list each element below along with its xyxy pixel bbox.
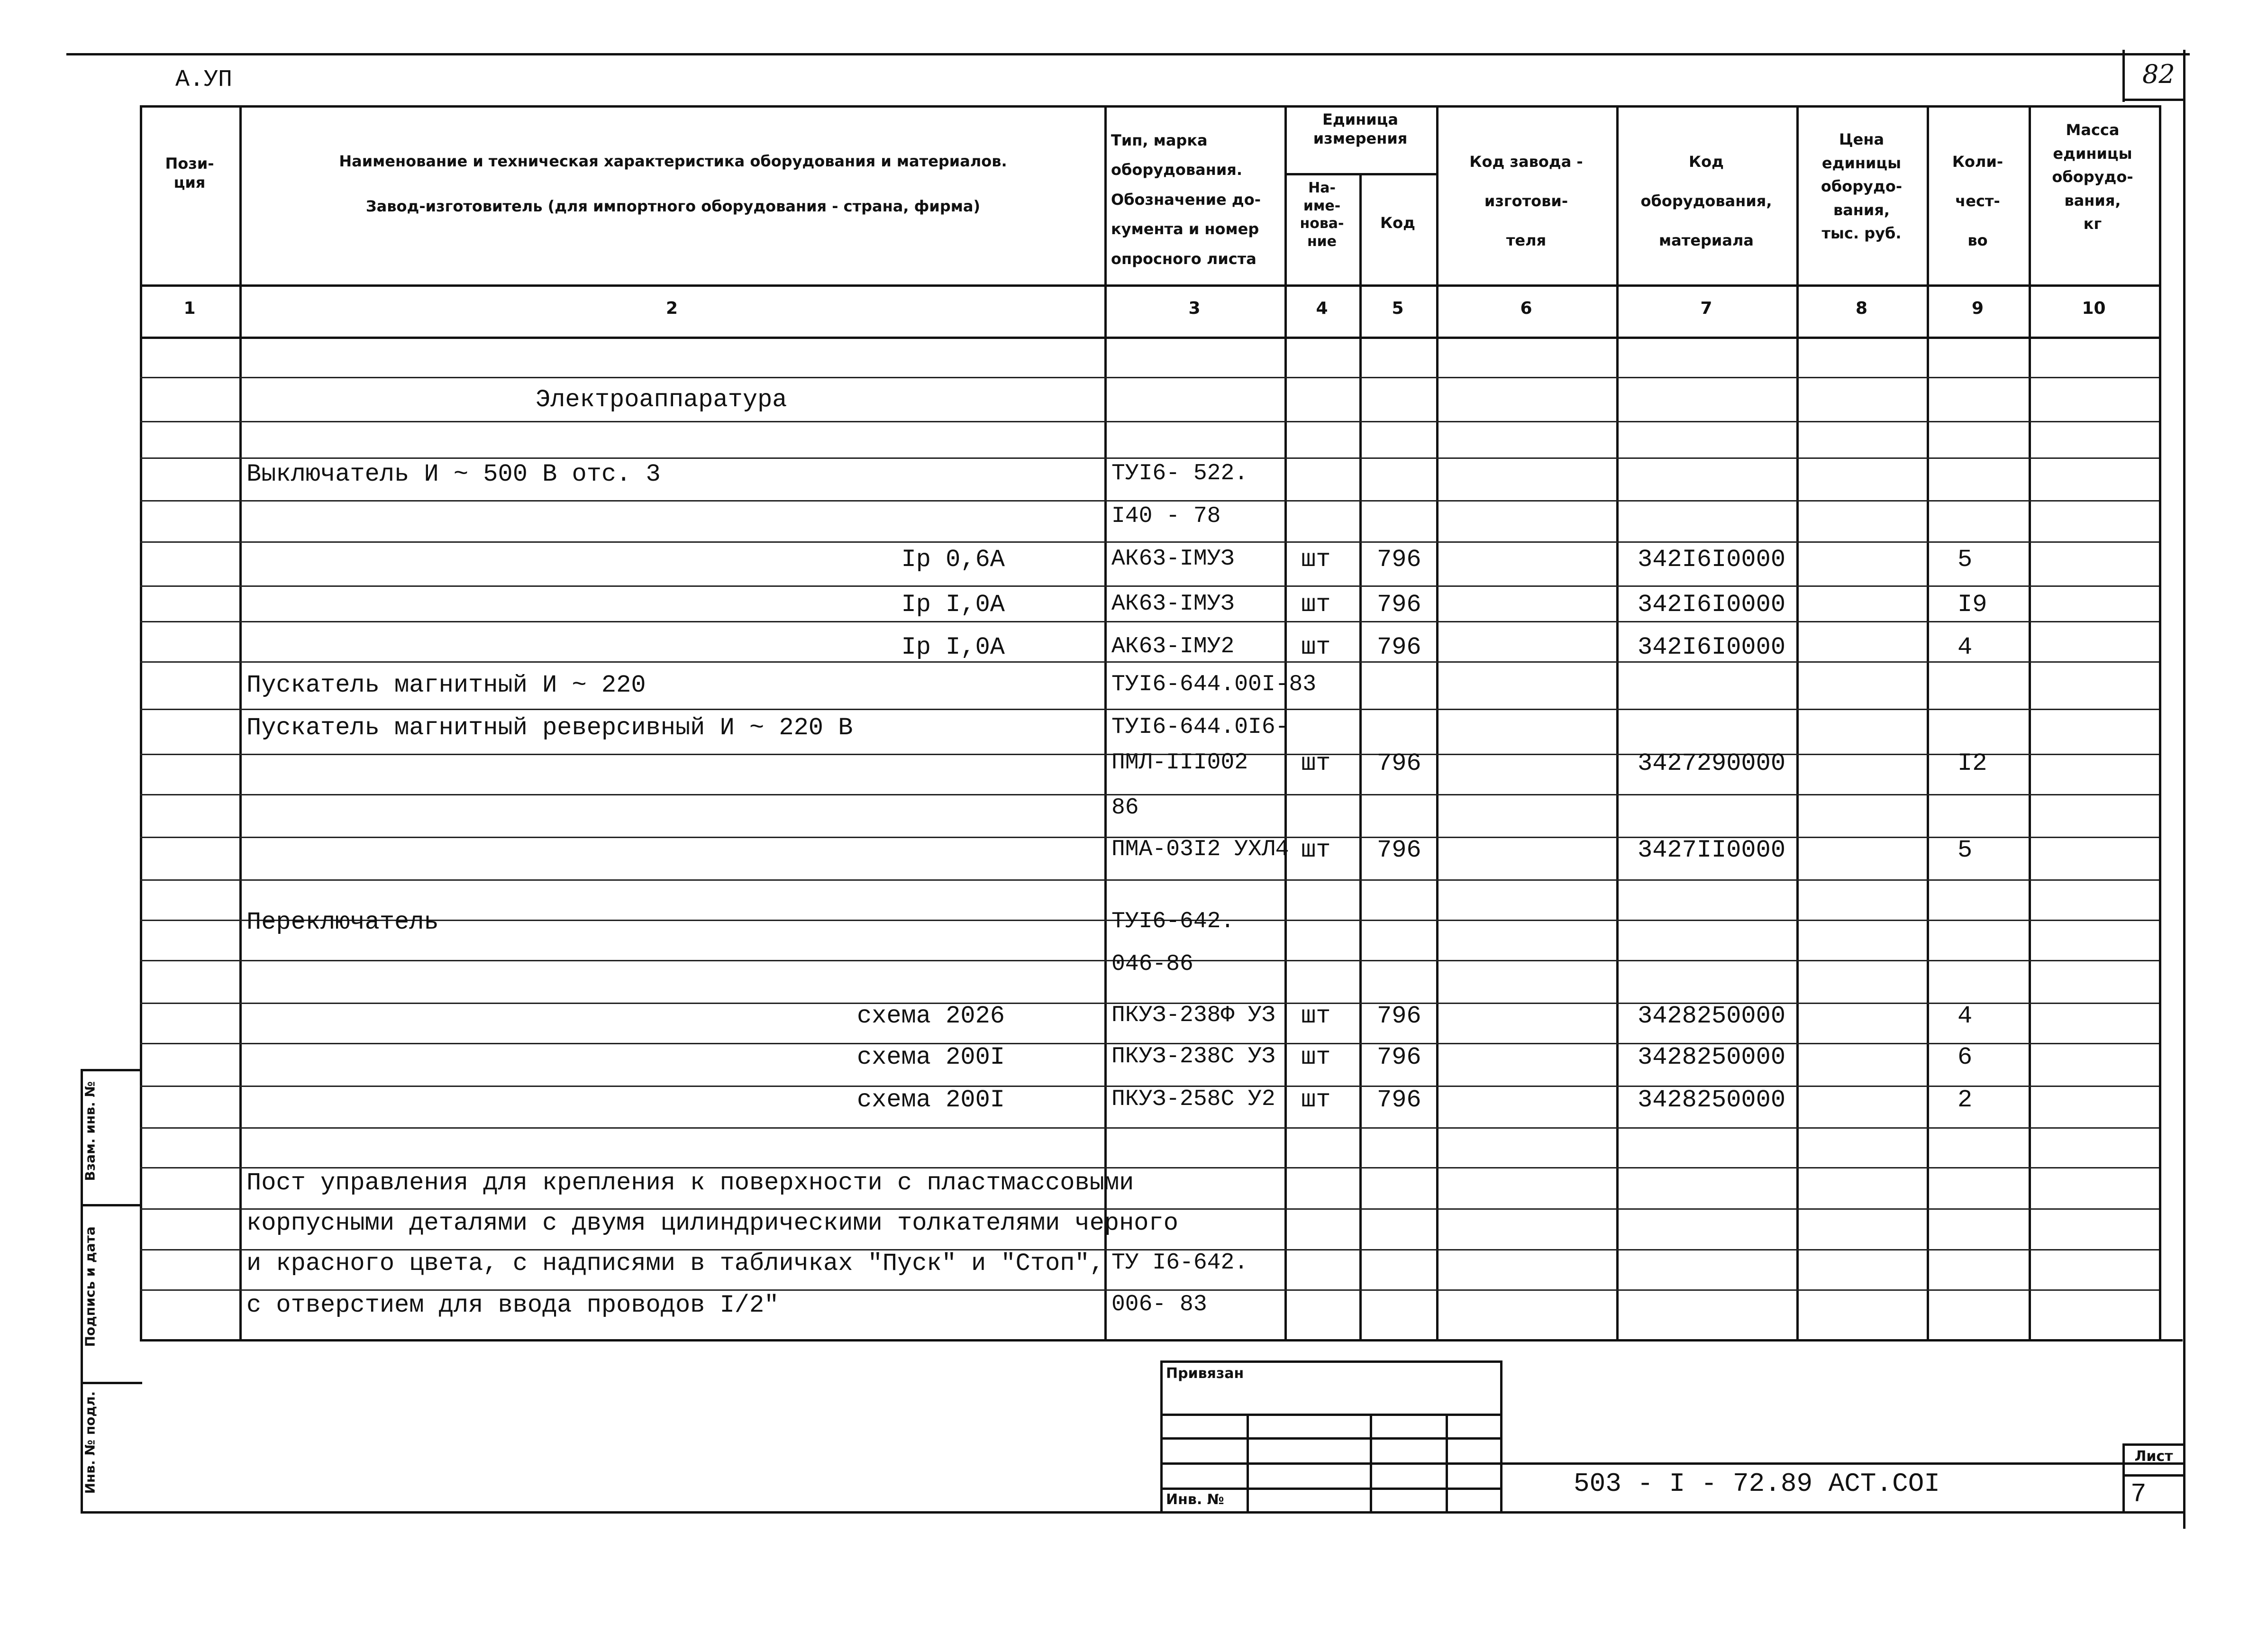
item-unit-code: 796 [1377,1002,1421,1030]
bound-label: Привязан [1166,1365,1244,1382]
item-type: ПКУЗ-238С УЗ [1111,1044,1275,1069]
item-type: ПМА-03I2 УХЛ4 [1111,837,1289,862]
page-number: 82 [2142,59,2175,89]
item-type: ПКУЗ-258С У2 [1111,1086,1275,1112]
item-material-code: 342I6I0000 [1638,633,1786,661]
inv-label: Инв. № [1166,1491,1224,1508]
item-type: 006- 83 [1111,1292,1207,1317]
item-unit-code: 796 [1377,836,1421,864]
column-number: 7 [1700,299,1712,318]
item-name: схема 200I [856,1086,1005,1114]
item-type: I40 - 78 [1111,503,1221,529]
item-name: и красного цвета, с надписями в табличках "Пуск" и "Стоп", [246,1250,1104,1278]
item-material-code: 3428250000 [1638,1043,1786,1071]
item-quantity: 2 [1957,1086,1973,1114]
item-type: ТУ I6-642. [1111,1250,1248,1276]
item-type: ТУI6- 522. [1111,461,1248,486]
header-unit-code: Код [1380,214,1415,232]
item-quantity: 5 [1957,546,1973,574]
item-unit: шт [1301,591,1331,619]
side-label-inv-podl: Инв. № подл. [82,1391,98,1494]
header-unit-name: На- име- нова- ние [1300,180,1344,250]
item-type: АК63-IМУ2 [1111,634,1235,659]
item-name: Пускатель магнитный И ~ 220 [246,671,646,699]
document-code: 503 - I - 72.89 АСТ.COI [1574,1469,1940,1499]
sheet-label: Лист [2134,1448,2173,1465]
item-name: схема 2026 [856,1002,1005,1030]
item-name: Iр I,0А [901,591,1005,619]
column-number: 4 [1316,299,1328,318]
item-quantity: 6 [1957,1043,1973,1071]
item-quantity: I2 [1957,749,1987,777]
side-label-vzam: Взам. инв. № [82,1081,98,1181]
column-number: 1 [183,299,196,318]
side-label-podpis: Подпись и дата [82,1226,98,1347]
item-quantity: 4 [1957,1002,1973,1030]
item-material-code: 3427II0000 [1638,836,1786,864]
item-type: ТУI6-642. [1111,909,1235,934]
column-number: 2 [665,299,678,318]
item-unit-code: 796 [1377,546,1421,574]
item-unit: шт [1301,749,1331,777]
item-unit-code: 796 [1377,591,1421,619]
header-name-line1: Наименование и техническая характеристика оборудования и материалов. [339,152,1007,170]
item-material-code: 342I6I0000 [1638,546,1786,574]
header-plant-code: Код завода - изготови- теля [1469,153,1583,250]
item-quantity: 5 [1957,836,1973,864]
column-number: 9 [1971,299,1984,318]
item-material-code: 342I6I0000 [1638,591,1786,619]
item-unit-code: 796 [1377,749,1421,777]
item-name: Iр I,0А [901,633,1005,661]
item-unit: шт [1301,836,1331,864]
header-name-line2: Завод-изготовитель (для импортного оборудования - страна, фирма) [365,197,981,215]
item-name: схема 200I [856,1043,1005,1071]
item-unit: шт [1301,1002,1331,1030]
header-mass: Масса единицы оборудо- вания, кг [2052,121,2133,233]
item-type: ТУI6-644.00I-83 [1111,672,1317,697]
item-unit: шт [1301,1043,1331,1071]
item-name: Выключатель И ~ 500 В отс. 3 [246,460,661,488]
item-material-code: 3427290000 [1638,749,1786,777]
item-unit: шт [1301,633,1331,661]
header-position: Пози- ция [165,155,214,192]
header-unit-group: Единица измерения [1313,110,1408,147]
item-type: АК63-IМУЗ [1111,546,1235,572]
item-name: с отверстием для ввода проводов I/2" [246,1291,779,1319]
item-type: ТУI6-644.0I6- [1111,714,1289,740]
column-number: 6 [1520,299,1532,318]
column-number: 8 [1855,299,1868,318]
sheet-code: А.УП [175,66,233,93]
sheet-number: 7 [2130,1479,2147,1509]
header-equipment-code: Код оборудования, материала [1640,153,1772,250]
header-type: Тип, марка оборудования. Обозначение до- кумента и номер опросного листа [1111,131,1261,268]
item-name: Пускатель магнитный реверсивный И ~ 220 В [246,714,853,742]
item-type: АК63-IМУЗ [1111,591,1235,617]
item-name: Переключатель [246,908,439,936]
column-number: 10 [2082,299,2106,318]
item-material-code: 3428250000 [1638,1002,1786,1030]
item-name: Iр 0,6А [901,546,1005,574]
column-number: 5 [1392,299,1404,318]
item-quantity: I9 [1957,591,1987,619]
item-type: ПКУЗ-238Ф УЗ [1111,1003,1275,1028]
item-quantity: 4 [1957,633,1973,661]
item-unit-code: 796 [1377,1086,1421,1114]
item-type: ПМЛ-III002 [1111,750,1248,776]
item-unit: шт [1301,1086,1331,1114]
item-type: 86 [1111,795,1139,821]
header-quantity: Коли- чест- во [1952,153,2003,250]
item-type: 046-86 [1111,951,1193,977]
section-title: Электроаппаратура [536,386,787,414]
item-name: Пост управления для крепления к поверхности с пластмассовыми [246,1169,1134,1197]
item-unit-code: 796 [1377,633,1421,661]
header-price: Цена единицы оборудо- вания, тыс. руб. [1821,130,1903,243]
item-material-code: 3428250000 [1638,1086,1786,1114]
item-name: корпусными деталями с двумя цилиндрическими толкателями черного [246,1209,1178,1237]
item-unit: шт [1301,546,1331,574]
column-number: 3 [1188,299,1201,318]
item-unit-code: 796 [1377,1043,1421,1071]
